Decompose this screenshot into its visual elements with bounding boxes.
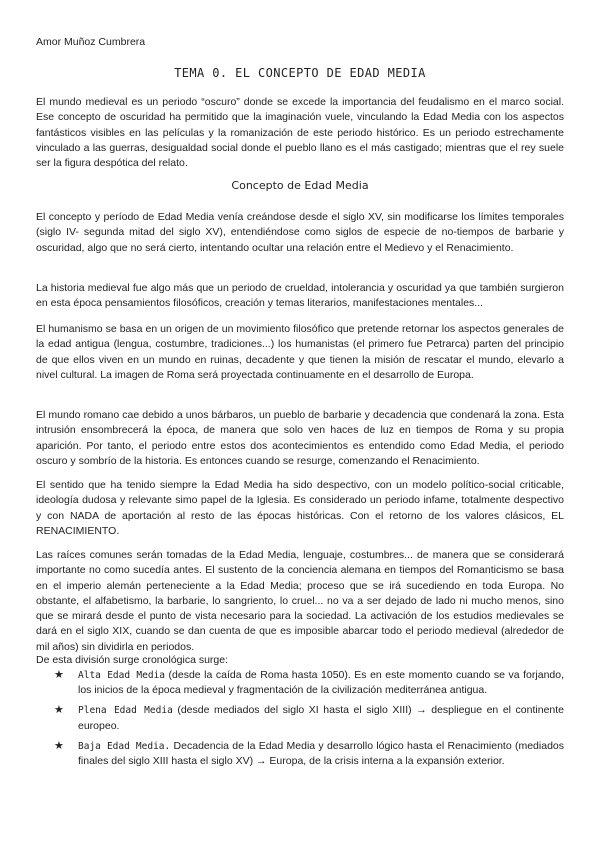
star-icon: ★ [54, 739, 64, 752]
period-description: (desde la caída de Roma hasta 1050). Es en este momento cuando se va forjando, los inicios de la época medieval y fragmentación de la civilización mediterránea antigua. [78, 669, 565, 697]
section-heading: Concepto de Edad Media [231, 179, 369, 192]
star-icon: ★ [54, 669, 64, 681]
paragraph-roman-world: El mundo romano cae debido a unos bárbaros, un pueblo de barbarie y decadencia que condenará la zona. Esta intrusión ensombrecerá la época, de manera que solo ven haces de luz en tiempos de Roma y su propia aparición. Por tanto, el periodo entre estos dos acontecimientos es entendido como Edad Media, el periodo oscuro y sombrío de la historia. Es entonces cuando se resurge, comenzando el Renacimiento. [36, 409, 564, 467]
period-name: Plena Edad Media [78, 705, 173, 717]
list-item [54, 703, 564, 733]
period-description: Decadencia de la Edad Media y desarrollo lógico hasta el Renacimiento (mediados finales del siglo XIII hasta el siglo XV) → Europa, de la crisis interna a la expansión exterior. [78, 739, 565, 768]
period-description: (desde mediados del siglo XI hasta el siglo XIII) → despliegue en el continente europeo. [78, 704, 565, 732]
period-name: Baja Edad Media. [78, 740, 171, 752]
division-lead: De esta división surge cronológica surge: [36, 654, 229, 666]
list-item [54, 739, 564, 769]
author-name: Amor Muñoz Cumbrera [36, 36, 146, 48]
paragraph-despective-sense: El sentido que ha tenido siempre la Edad Media ha sido despectivo, con un modelo político-social criticable, ideología dudosa y relevante simo papel de la Iglesia. Es considerado un periodo infame, totalmente despectivo y con NADA de aportación al resto de las épocas históricas. Con el retorno de los valores clásicos, EL RENACIMIENTO. [36, 479, 564, 537]
periods-list [54, 668, 564, 774]
paragraph-common-roots: Las raíces comunes serán tomadas de la Edad Media, lenguaje, costumbres... de manera que se considerará importante no como sucedía antes. El sustento de la conciencia alemana en tiempos del Romanticismo se basa en el imperio alemán perteneciente a la Edad Media; proceso que se irá sucediendo en toda Europa. No obstante, el alfabetismo, la barbarie, lo sangriento, lo cruel... no va a ser dejado de lado ni mucho menos, sino que se mirará desde el punto de vista necesario para la sociedad. La activación de los estudios medievales se dará en el siglo XIX, cuando se dan cuenta de que es imposible abarcar todo el periodo medieval (alrededor de mil años) sin dividirla en periodos. [36, 549, 564, 653]
list-item [54, 668, 564, 698]
paragraph-medieval-history: La historia medieval fue algo más que un periodo de crueldad, intolerancia y oscuridad ya que también surgieron en esta época pensamientos filosóficos, creación y temas literarios, manifestaciones mentales... [36, 282, 564, 310]
intro-paragraph: El mundo medieval es un periodo “oscuro” donde se excede la importancia del feudalismo en el marco social. Ese concepto de oscuridad ha permitido que la imaginación vuele, vinculando la Edad Media con los aspectos fantásticos visibles en las películas y la romanización de este periodo histórico. Es un periodo estrechamente vinculado a las guerras, desigualdad social donde el pueblo llano es el más castigado; mientras que el rey suele ser la figura despótica del relato. [36, 96, 564, 170]
document-title: TEMA 0. EL CONCEPTO DE EDAD MEDIA [174, 66, 426, 80]
period-name: Alta Edad Media [78, 670, 166, 681]
star-icon: ★ [54, 704, 64, 717]
paragraph-concept: El concepto y período de Edad Media venía creándose desde el siglo XV, sin modificarse los límites temporales (siglo IV- segunda mitad del siglo XV), entendiéndose como siglos de especie de no-tiempos de barbarie y oscuridad, algo que no será cierto, intentando ocultar una relación entre el Medievo y el Renacimiento. [36, 211, 564, 254]
paragraph-humanism: El humanismo se basa en un origen de un movimiento filosófico que pretende retornar los aspectos generales de la edad antigua (lengua, costumbre, tradiciones...) los humanistas (el primero fue Petrarca) parten del principio de que ellos viven en un mundo en ruinas, decadente y que tienen la misión de rescatar el mundo, elevarlo a nivel cultural. La imagen de Roma será proyectada continuamente en el desarrollo de Europa. [36, 323, 564, 381]
